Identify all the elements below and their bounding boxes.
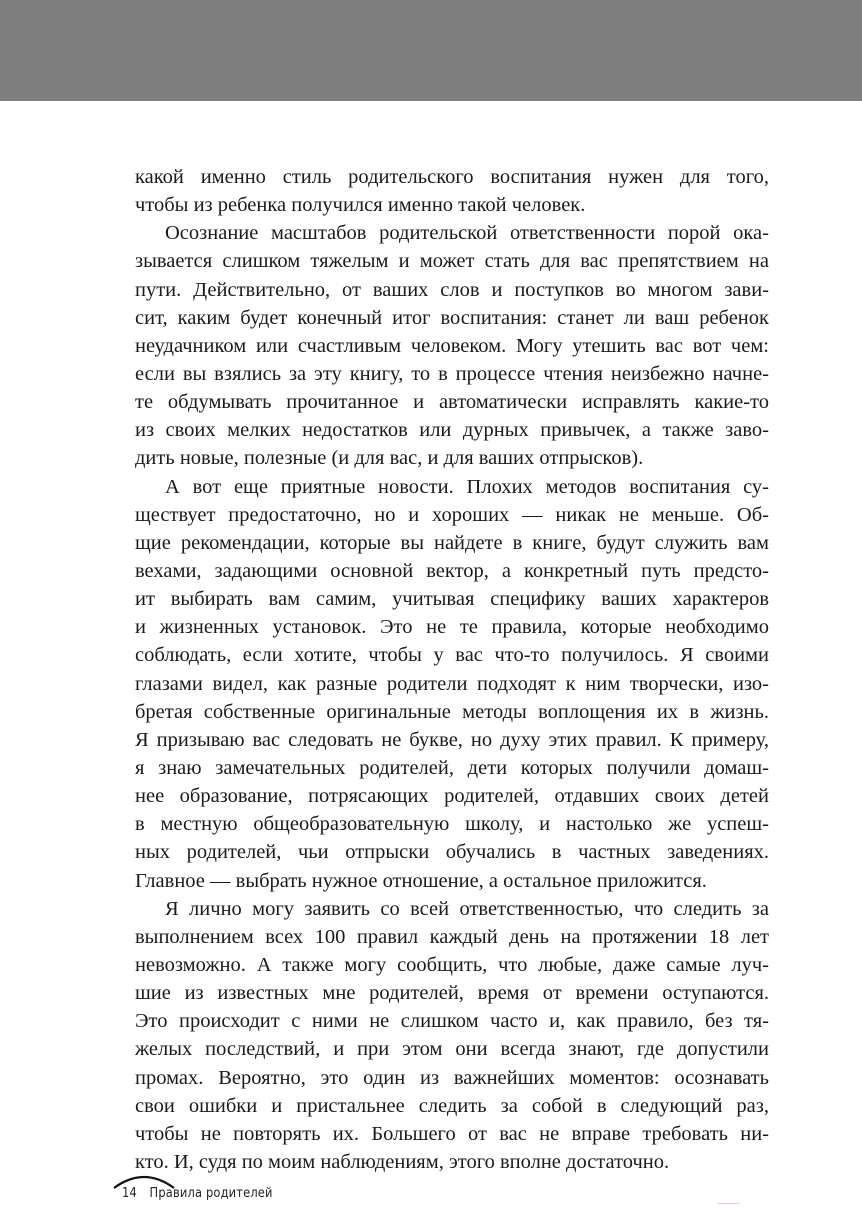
text-line: те обдумывать прочитанное и автоматически исправлять какие-то [135,391,769,414]
text-line: желых последствий, и при этом они всегда знают, где допустили [135,1038,769,1061]
text-line: глазами видел, как разные родители подходят к ним творчески, изо- [135,672,769,695]
running-title: Правила родителей [149,1186,273,1201]
paragraph [135,895,769,1176]
text-line: выполнением всех 100 правил каждый день на протяжении 18 лет [135,925,769,948]
text-line: нее образование, потрясающих родителей, отдавших своих детей [135,785,769,808]
text-line: Осознание масштабов родительской ответственности порой ока- [165,222,769,245]
text-line: вехами, задающими основной вектор, а конкретный путь предсто- [135,559,769,582]
text-line: Это происходит с ними не слишком часто и, как правило, без тя- [135,1010,769,1033]
text-line: свои ошибки и пристальнее следить за собой в следующий раз, [135,1094,769,1117]
crop-mark [718,1203,740,1204]
text-line: пути. Действительно, от ваших слов и поступков во многом зави- [135,278,769,301]
text-line: промах. Вероятно, это один из важнейших моментов: осознавать [135,1066,769,1089]
text-line: невозможно. А также могу сообщить, что любые, даже самые луч- [135,953,769,976]
text-line: зывается слишком тяжелым и может стать для вас препятствием на [135,250,769,273]
paragraph [135,219,769,472]
text-line: если вы взялись за эту книгу, то в процессе чтения неизбежно начне- [135,362,769,385]
text-line: бретая собственные оригинальные методы воплощения их в жизнь. [135,700,769,723]
text-line: щие рекомендации, которые вы найдете в книге, будут служить вам [135,531,769,554]
text-line: соблюдать, если хотите, чтобы у вас что-то получилось. Я своими [135,644,769,667]
text-line: кто. И, судя по моим наблюдениям, этого вполне достаточно. [135,1150,670,1173]
text-line: сит, каким будет конечный итог воспитания: станет ли ваш ребенок [135,306,769,329]
text-line: ществует предостаточно, но и хороших — никак не меньше. Об- [135,503,769,526]
text-line: Я призываю вас следовать не букве, но духу этих правил. К примеру, [135,728,769,751]
text-line: ит выбирать вам самим, учитывая специфику ваших характеров [135,588,769,611]
text-line: чтобы не повторять их. Большего от вас не вправе требовать ни- [135,1122,769,1145]
text-line: из своих мелких недостатков или дурных привычек, а также заво- [135,419,769,442]
body-text [135,163,769,1176]
text-line: ных родителей, чьи отпрыски обучались в частных заведениях. [135,841,769,864]
text-line: чтобы из ребенка получился именно такой человек. [135,194,586,217]
text-line: и жизненных установок. Это не те правила, которые необходимо [135,616,769,639]
paragraph [135,163,769,219]
paragraph [135,473,769,895]
page-number: 14 [122,1186,137,1201]
page-footer [122,1186,273,1201]
text-line: какой именно стиль родительского воспитания нужен для того, [135,166,769,188]
text-line: я знаю замечательных родителей, дети которых получили домаш- [135,756,769,779]
text-line: Главное — выбрать нужное отношение, а остальное приложится. [135,869,707,892]
text-line: А вот еще приятные новости. Плохих методов воспитания су- [165,475,769,498]
text-line: шие из известных мне родителей, время от времени оступаются. [135,982,769,1005]
text-line: Я лично могу заявить со всей ответственностью, что следить за [165,897,769,920]
text-line: в местную общеобразовательную школу, и настолько же успеш- [135,813,769,836]
text-line: неудачником или счастливым человеком. Могу утешить вас вот чем: [135,334,769,357]
page-header-band [0,0,862,101]
text-line: дить новые, полезные (и для вас, и для ваших отпрысков). [135,447,644,470]
